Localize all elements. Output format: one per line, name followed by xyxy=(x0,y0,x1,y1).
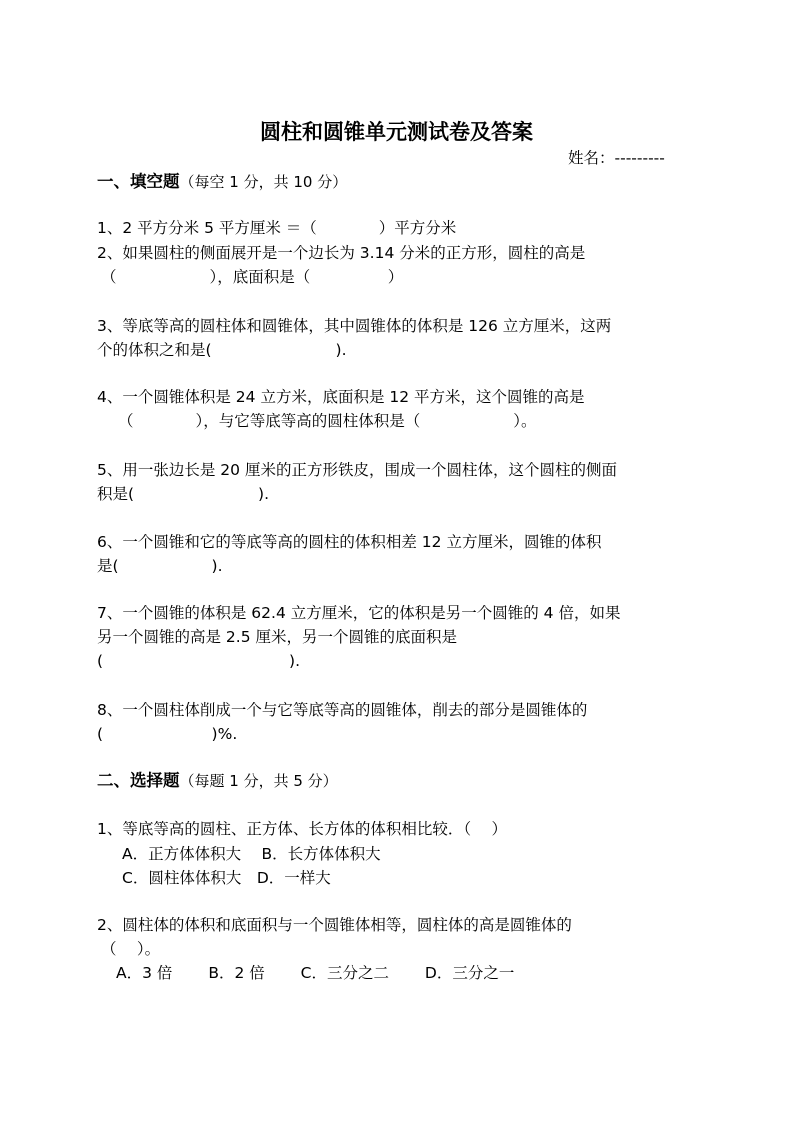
name-field xyxy=(568,148,665,168)
question-1-7-line-3: ( ). xyxy=(97,652,301,670)
question-2-1: 1、等底等高的圆柱、正方体、长方体的体积相比较．（ ） xyxy=(97,820,508,838)
section-2-note: （每题 1 分，共 5 分） xyxy=(179,772,338,790)
question-1-2-line-2: （ ），底面积是（ ） xyxy=(101,268,404,286)
question-1-7-line-1: 7、一个圆锥的体积是 62.4 立方厘米，它的体积是另一个圆锥的 4 倍，如果 xyxy=(97,604,621,622)
question-1-5-line-1: 5、用一张边长是 20 厘米的正方形铁皮，围成一个圆柱体，这个圆柱的侧面 xyxy=(97,461,617,479)
question-1-5-line-2: 积是( ). xyxy=(97,485,270,503)
question-1-2-line-1: 2、如果圆柱的侧面展开是一个边长为 3.14 分米的正方形，圆柱的高是 xyxy=(97,244,586,262)
question-2-2-line-2: （ ）。 xyxy=(101,940,161,958)
question-1-3-line-1: 3、等底等高的圆柱体和圆锥体，其中圆锥体的体积是 126 立方厘米，这两 xyxy=(97,317,612,335)
question-1-8-line-1: 8、一个圆柱体削成一个与它等底等高的圆锥体，削去的部分是圆锥体的 xyxy=(97,701,588,719)
name-blank: --------- xyxy=(614,149,665,167)
question-1-3-line-2: 个的体积之和是( ). xyxy=(97,341,347,359)
section-2-heading: 二、选择题 xyxy=(97,771,180,790)
question-1-4-line-1: 4、一个圆锥体积是 24 立方米，底面积是 12 平方米，这个圆锥的高是 xyxy=(97,388,585,406)
question-2-1-options-cd: C．圆柱体体积大 D．一样大 xyxy=(122,869,331,887)
question-1-7-line-2: 另一个圆锥的高是 2.5 厘米，另一个圆锥的底面积是 xyxy=(97,628,458,646)
section-1-heading: 一、填空题 xyxy=(97,172,180,191)
name-label: 姓名： xyxy=(568,149,615,167)
question-2-1-options-ab: A．正方体体积大 B．长方体体积大 xyxy=(122,845,381,863)
page-title: 圆柱和圆锥单元测试卷及答案 xyxy=(260,120,533,144)
question-1-6-line-2: 是( ). xyxy=(97,557,223,575)
question-2-2-options: A．3 倍 B．2 倍 C．三分之二 D．三分之一 xyxy=(116,964,515,982)
question-2-2-line-1: 2、圆柱体的体积和底面积与一个圆锥体相等，圆柱体的高是圆锥体的 xyxy=(97,916,572,934)
question-1-6-line-1: 6、一个圆锥和它的等底等高的圆柱的体积相差 12 立方厘米，圆锥的体积 xyxy=(97,533,602,551)
section-2-header xyxy=(97,771,338,791)
question-1-4-line-2: （ ），与它等底等高的圆柱体积是（ ）。 xyxy=(118,412,537,430)
section-1-header xyxy=(97,172,347,192)
question-1-1: 1、2 平方分米 5 平方厘米 ＝（ ）平方分米 xyxy=(97,219,457,237)
section-1-note: （每空 1 分，共 10 分） xyxy=(179,173,348,191)
question-1-8-line-2: ( )%. xyxy=(97,725,238,743)
